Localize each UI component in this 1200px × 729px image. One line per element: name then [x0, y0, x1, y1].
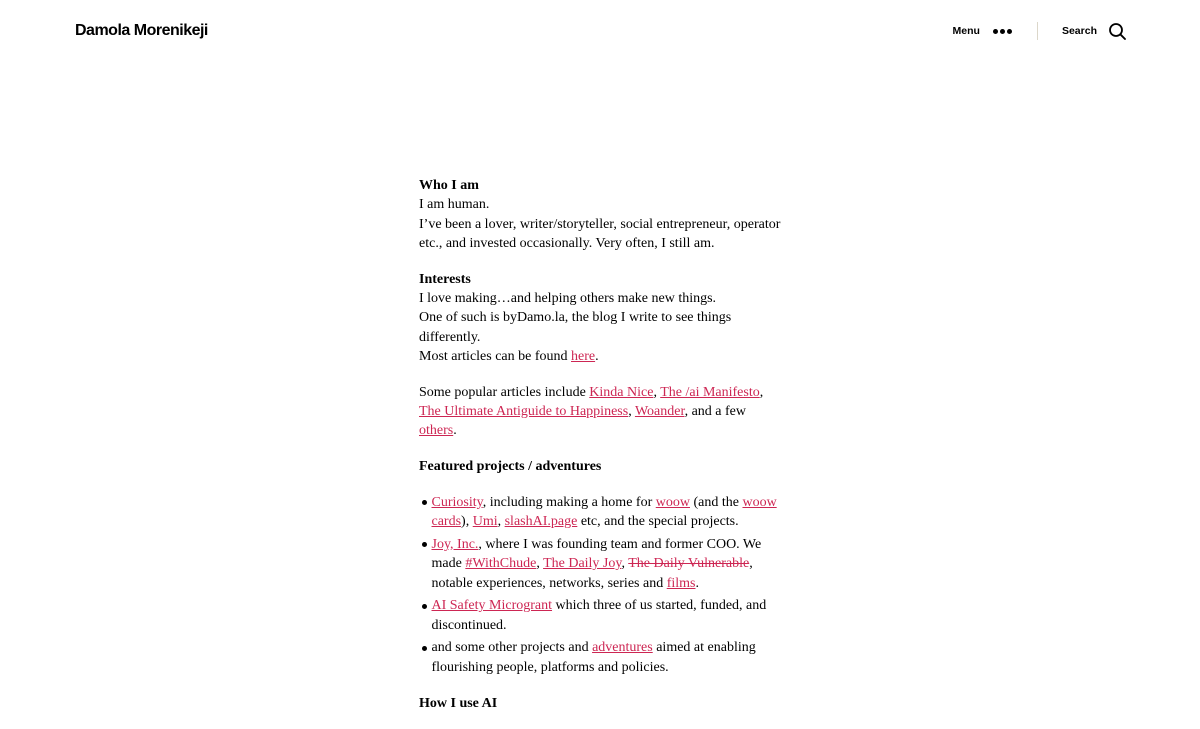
withchude-link[interactable]: #WithChude	[465, 556, 537, 572]
others-link[interactable]: others	[419, 423, 454, 439]
adventures-link[interactable]: adventures	[592, 640, 653, 656]
ai-safety-microgrant-link[interactable]: AI Safety Microgrant	[431, 598, 553, 614]
woander-link[interactable]: Woander	[634, 403, 685, 419]
list-item-text: (and the	[689, 494, 743, 510]
umi-link[interactable]: Umi	[472, 514, 498, 530]
featured-heading: Featured projects / adventures	[419, 459, 602, 475]
how-ai-heading: How I use AI	[419, 695, 498, 711]
list-item-text: and some other projects and	[431, 640, 593, 656]
ai-manifesto-link[interactable]: The /ai Manifesto	[660, 384, 760, 400]
who-heading: Who I am	[419, 178, 479, 193]
interests-line-1: I love making…and helping others make new things.	[419, 290, 717, 306]
menu-toggle-button[interactable]	[953, 25, 1012, 37]
interests-line-3-prefix: Most articles can be found	[419, 348, 572, 364]
interests-line-3-suffix: .	[595, 348, 599, 364]
list-item-text: ),	[461, 514, 473, 530]
slashai-page-link[interactable]: slashAI.page	[504, 514, 578, 530]
films-link[interactable]: films	[666, 575, 696, 591]
who-line-1: I am human.	[419, 197, 490, 213]
list-item	[432, 596, 782, 635]
antiguide-happiness-link[interactable]: The Ultimate Antiguide to Happiness	[419, 403, 629, 419]
curiosity-link[interactable]: Curiosity	[431, 494, 483, 510]
menu-label: Menu	[952, 25, 980, 37]
list-item-text: aimed at enabling flourishing people, platforms and policies.	[431, 640, 756, 675]
who-paragraph	[419, 176, 781, 253]
list-item-text: , including making a home for	[482, 494, 656, 510]
popular-separator: , and a few	[684, 403, 746, 419]
list-item-text: ,	[536, 556, 544, 572]
popular-suffix: .	[453, 423, 457, 439]
list-item-text: which three of us started, funded, and discontinued.	[431, 598, 767, 633]
featured-projects-list	[419, 493, 781, 677]
featured-heading-paragraph	[419, 457, 781, 476]
woow-cards-link[interactable]: woow cards	[431, 494, 777, 530]
popular-separator: ,	[628, 403, 635, 419]
site-title-link[interactable]: Damola Morenikeji	[75, 22, 208, 39]
site-header	[0, 0, 1200, 62]
list-item-text: , notable experiences, networks, series and	[431, 556, 753, 591]
search-icon	[1109, 23, 1126, 40]
entry-content	[419, 176, 781, 729]
kinda-nice-link[interactable]: Kinda Nice	[589, 384, 654, 400]
interests-paragraph	[419, 270, 781, 366]
popular-prefix: Some popular articles include	[419, 384, 590, 400]
list-item	[432, 535, 782, 593]
list-item-text: ,	[497, 514, 505, 530]
interests-line-2: One of such is byDamo.la, the blog I write to see things differently.	[419, 310, 732, 345]
search-label: Search	[1061, 25, 1097, 37]
list-item-text: .	[695, 575, 699, 591]
who-line-2: I’ve been a lover, writer/storyteller, social entrepreneur, operator etc., and invested occasionally. Very often, I still am.	[419, 216, 781, 251]
daily-vulnerable-struck-text: The Daily Vulnerable	[628, 556, 750, 572]
joy-inc-link[interactable]: Joy, Inc.	[431, 536, 479, 552]
list-item-text: , where I was founding team and former COO. We made	[431, 536, 762, 572]
daily-joy-link[interactable]: The Daily Joy	[543, 556, 622, 572]
list-item	[432, 493, 782, 532]
popular-articles-paragraph	[419, 383, 781, 441]
woow-link[interactable]: woow	[655, 494, 690, 510]
popular-separator: ,	[653, 384, 661, 400]
search-toggle-button[interactable]	[1062, 23, 1126, 40]
header-toggles	[953, 16, 1126, 46]
header-divider	[1037, 22, 1038, 40]
interests-line-3	[419, 349, 599, 364]
list-item-text: ,	[621, 556, 629, 572]
how-ai-paragraph	[419, 694, 781, 713]
more-dots-icon	[993, 29, 1012, 34]
here-link[interactable]: here	[571, 348, 596, 364]
list-item	[432, 638, 782, 677]
interests-heading: Interests	[419, 271, 471, 287]
list-item-text: etc, and the special projects.	[577, 514, 739, 530]
popular-separator: ,	[759, 384, 764, 400]
